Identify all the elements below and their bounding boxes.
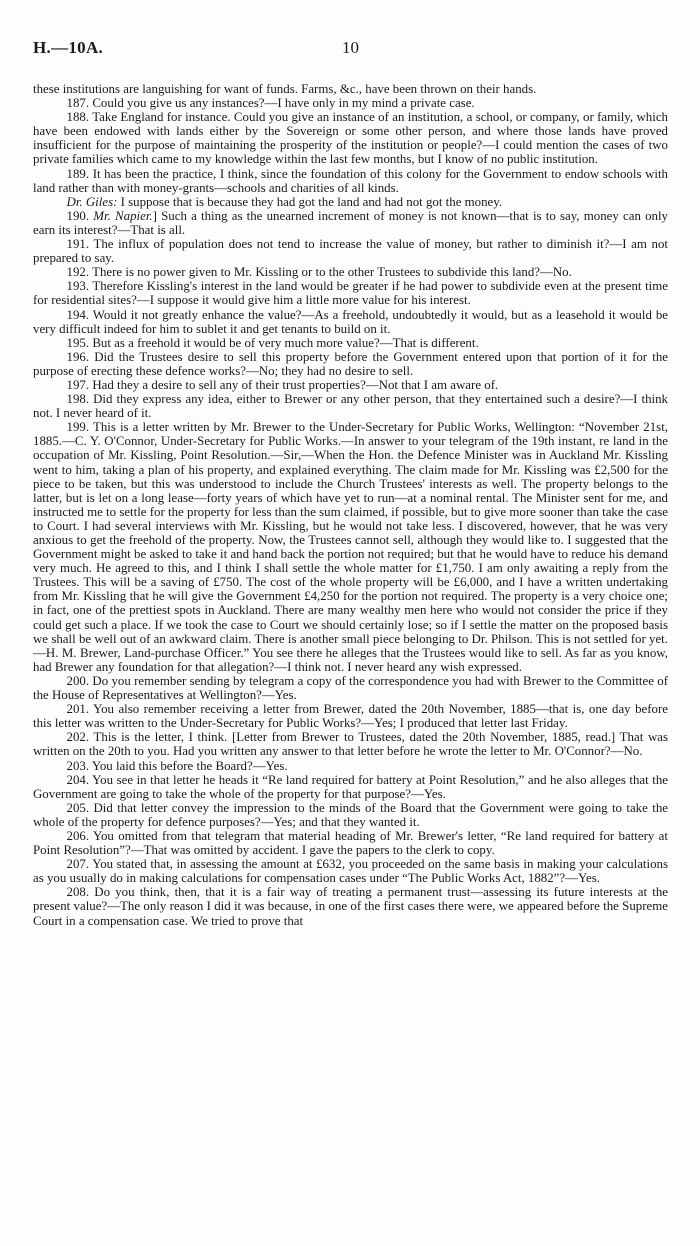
speaker-label: Mr. Napier. bbox=[93, 208, 153, 223]
question-number: 190. bbox=[66, 208, 94, 223]
paragraph-190 bbox=[33, 209, 668, 237]
document-body bbox=[33, 82, 668, 928]
paragraph-196: 196. Did the Trustees desire to sell this property before the Government entered upon that portion of it for the purpose of erecting these defence works?—No; they had no desire to sell. bbox=[33, 349, 668, 378]
paragraph-187: 187. Could you give us any instances?—I have only in my mind a private case. bbox=[66, 96, 475, 111]
paragraph-188: 188. Take England for instance. Could you give an instance of an institution, a school, or company, or family, which have been endowed with lands either by the Sovereign or some other person, and where those lands have proved insufficient for the purpose of maintaining the prosperity of the institution or people?—I could mention the cases of two private families which came to my knowledge within the last few months, but I know of no public institution. bbox=[33, 110, 668, 167]
paragraph-201: 201. You also remember receiving a letter from Brewer, dated the 20th November, 1885—that is, one day before this letter was written to the Under-Secretary for Public Works?—Yes; I produced that letter last Friday. bbox=[33, 702, 668, 731]
page-header bbox=[33, 38, 668, 66]
paragraph-204: 204. You see in that letter he heads it “Re land required for battery at Point Resolution,” and he also alleges that the Government are going to take the whole of the property for that purpose?—Yes. bbox=[33, 772, 668, 801]
paragraph-202: 202. This is the letter, I think. [Letter from Brewer to Trustees, dated the 20th November, 1885, read.] That was written on the 20th to you. Had you written any answer to that letter before he wrote the letter to Mr. O'Connor?—No. bbox=[33, 730, 668, 759]
paragraph-207: 207. You stated that, in assessing the amount at £632, you proceeded on the same basis in making your calculations as you usually do in making calculations for compensation cases under “The Public Works Act, 1882”?—Yes. bbox=[33, 857, 668, 886]
paragraph-208: 208. Do you think, then, that it is a fair way of treating a permanent trust—assessing its future interests at the present value?—The only reason I did it was because, in one of the first cases there were, we appeared before the Supreme Court in a compensation case. We tried to prove that bbox=[33, 885, 668, 928]
paragraph-203: 203. You laid this before the Board?—Yes. bbox=[66, 758, 288, 773]
speaker-label: Dr. Giles: bbox=[66, 194, 118, 209]
paragraph-continued: these institutions are languishing for want of funds. Farms, &c., have been thrown on their hands. bbox=[33, 82, 537, 96]
paragraph-205: 205. Did that letter convey the impression to the minds of the Board that the Government were going to take the whole of the property for defence purposes?—Yes; and that they wanted it. bbox=[33, 800, 668, 829]
paragraph-206: 206. You omitted from that telegram that material heading of Mr. Brewer's letter, “Re land required for battery at Point Resolution”?—That was omitted by accident. I gave the papers to the clerk to copy. bbox=[33, 828, 668, 858]
paragraph-198: 198. Did they express any idea, either to Brewer or any other person, that they entertained such a desire?—I think not. I never heard of it. bbox=[33, 392, 668, 421]
paragraph-192: 192. There is no power given to Mr. Kissling or to the other Trustees to subdivide this land?—No. bbox=[66, 265, 572, 280]
paragraph-193: 193. Therefore Kissling's interest in the land would be greater if he had power to subdivide even at the present time for residential sites?—I suppose it would give him a little more value for his interest. bbox=[33, 279, 668, 308]
paragraph-199: 199. This is a letter written by Mr. Brewer to the Under-Secretary for Public Works, Wellington: “November 21st, 1885.—C. Y. O'Connor, Under-Secretary for Public Works.—In answer to your telegram of the 19th instant, re land in the occupation of Mr. Kissling, Point Resolution.—Sir,—When the Hon. the Defence Minister was in Auckland Mr. Kissling went to him, taking a plan of his property, and explained everything. The claim made for Mr. Kissling was £2,500 for the piece to be taken, but this was understood to include the Church Trustees' interests as well. The property belongs to the latter, but is let on a long lease—forty years of which have yet to run—at a nominal rental. The Minister sent for me, and instructed me to settle for the property for less than the sum claimed, if possible, but to give more sooner than take the case to Court. I had several interviews with Mr. Kissling, but he would not take less. I discovered, however, that he was very anxious to get the freehold of the property. Now, the Trustees cannot sell, although they would like to. I suggested that the Government might be asked to take it and hand back the portion not required; but that he would have to reduce his demand very much. He agreed to this, and I think I shall settle the whole matter for £1,750. I am only awaiting a reply from the Trustees. This will be a saving of £750. The cost of the whole property will be £6,000, and I have a written undertaking from Mr. Kissling that he will give the Government £4,250 for the portion not required. The property is a very choice one; in fact, one of the prettiest spots in Auckland. There are many wealthy men here who would not consider the price if they could get such a place. If we took the case to Court we should certainly lose; so if I settle the matter on the proposed basis we shall be well out of an awkward claim. There is another small piece belonging to Dr. Philson. This is not settled for yet.—H. M. Brewer, Land-purchase Officer.” You see there he alleges that the Trustees would like to sell. As far as you know, had Brewer any foundation for that allegation?—I think not. I never heard any wish expressed. bbox=[33, 420, 668, 674]
paragraph-dr-giles bbox=[33, 195, 668, 209]
paragraph-191: 191. The influx of population does not tend to increase the value of money, but rather to diminish it?—I am not prepared to say. bbox=[33, 237, 668, 266]
paragraph-200: 200. Do you remember sending by telegram a copy of the correspondence you had with Brewer to the Committee of the House of Representatives at Wellington?—Yes. bbox=[33, 673, 668, 703]
paragraph-text: I suppose that is because they had got the land and had not got the money. bbox=[117, 194, 503, 209]
paragraph-189: 189. It has been the practice, I think, since the foundation of this colony for the Government to endow schools with land rather than with money-grants—schools and charities of all kinds. bbox=[33, 166, 668, 195]
paragraph-text: ] Such a thing as the unearned increment of money is not known—that is to say, money can only earn its interest?—That is all. bbox=[33, 208, 668, 237]
document-reference: H.—10A. bbox=[33, 38, 104, 57]
page-number: 10 bbox=[342, 38, 359, 57]
paragraph-194: 194. Would it not greatly enhance the value?—As a freehold, undoubtedly it would, but as a leasehold it would be very difficult indeed for him to sublet it and get tenants to build on it. bbox=[33, 307, 668, 336]
paragraph-195: 195. But as a freehold it would be of very much more value?—That is different. bbox=[66, 335, 479, 350]
paragraph-197: 197. Had they a desire to sell any of their trust properties?—Not that I am aware of. bbox=[66, 377, 499, 392]
